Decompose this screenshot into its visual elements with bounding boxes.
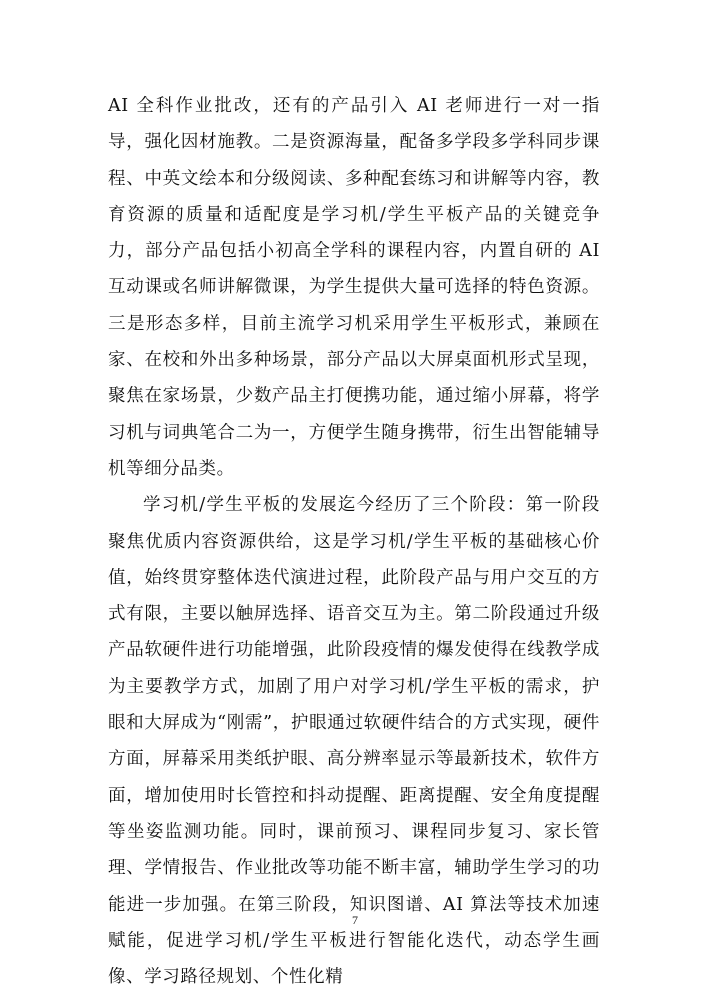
paragraph-development-stages: 学习机/学生平板的发展迄今经历了三个阶段：第一阶段聚焦优质内容资源供给，这是学习机/学生平板的基础核心价值，始终贯穿整体迭代演进过程，此阶段产品与用户交互的方式有限，主要以触屏选择、语音交互为主。第二阶段通过升级产品软硬件进行功能增强，此阶段疫情的爆发使得在线教学成为主要教学方式，加剧了用户对学习机/学生平板的需求，护眼和大屏成为“刚需”，护眼通过软硬件结合的方式实现，硬件方面，屏幕采用类纸护眼、高分辨率显示等最新技术，软件方面，增加使用时长管控和抖动提醒、距离提醒、安全角度提醒等坐姿监测功能。同时，课前预习、课程同步复习、家长管理、学情报告、作业批改等功能不断丰富，辅助学生学习的功能进一步加强。在第三阶段，知识图谱、AI 算法等技术加速赋能，促进学习机/学生平板进行智能化迭代，动态学生画像、学习路径规划、个性化精	[108, 495, 600, 988]
body-text	[108, 88, 600, 995]
paragraph-continuation: AI 全科作业批改，还有的产品引入 AI 老师进行一对一指导，强化因材施教。二是资源海量，配备多学段多学科同步课程、中英文绘本和分级阅读、多种配套练习和讲解等内容，教育资源的质量和适配度是学习机/学生平板产品的关键竞争力，部分产品包括小初高全学科的课程内容，内置自研的 AI 互动课或名师讲解微课，为学生提供大量可选择的特色资源。三是形态多样，目前主流学习机采用学生平板形式，兼顾在家、在校和外出多种场景，部分产品以大屏桌面机形式呈现，聚焦在家场景，少数产品主打便携功能，通过缩小屏幕，将学习机与词典笔合二为一，方便学生随身携带，衍生出智能辅导机等细分品类。	[108, 96, 600, 479]
page-number: 7	[352, 913, 358, 927]
